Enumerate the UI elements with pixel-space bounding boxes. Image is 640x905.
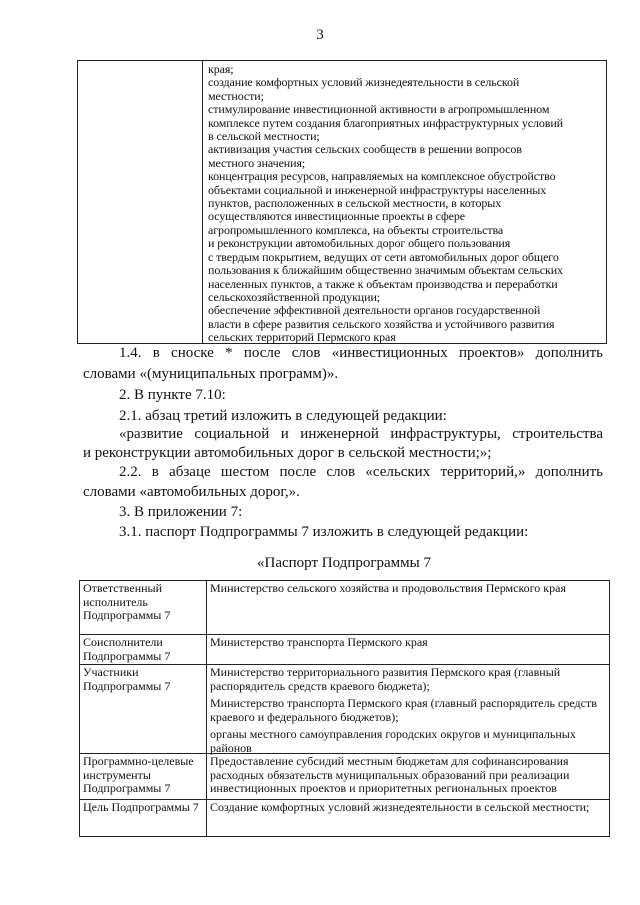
text-line: объектами социальной и инженерной инфраструктуры населенных — [208, 182, 547, 197]
text-line: с твердым покрытием, ведущих от сети автомобильных дорог общего — [208, 249, 559, 264]
paragraph-3-1: 3.1. паспорт Подпрограммы 7 изложить в следующей редакции: — [119, 524, 529, 540]
quote-line-1: «развитие социальной и инженерной инфраструктуры, строительства — [119, 426, 603, 442]
paragraph-2: 2. В пункте 7.10: — [119, 387, 226, 403]
text-line: пользования к ближайшим общественно значимым объектам сельских — [208, 263, 563, 278]
paragraph-1-4: 1.4. в сноске * после слов «инвестиционных проектов» дополнить — [119, 345, 603, 361]
table-cell-left — [78, 61, 203, 343]
passport-table — [79, 580, 610, 837]
paragraph-2-2: 2.2. в абзаце шестом после слов «сельских территорий,» дополнить — [119, 464, 603, 480]
text-line: агропромышленного комплекса, на объекты строительства — [208, 222, 504, 237]
table-row — [80, 753, 609, 799]
row-value — [207, 665, 609, 753]
value-item: Министерство территориального развития Пермского края (главный распорядитель средств краевого бюджета); — [210, 665, 561, 693]
continuation-table — [77, 60, 607, 344]
text-line: создание комфортных условий жизнедеятельности в сельской — [208, 75, 520, 90]
table-row — [78, 61, 606, 343]
row-label: Цель Подпрограммы 7 — [80, 800, 207, 836]
text-line: и реконструкции автомобильных дорог общего пользования — [208, 236, 511, 251]
text-line: населенных пунктов, а также к объектам производства и переработки — [208, 276, 558, 291]
paragraph-1-4-cont: словами «(муниципальных программ)». — [83, 366, 339, 382]
text-line: власти в сфере развития сельского хозяйства и устойчивого развития — [208, 316, 555, 331]
table-row — [80, 664, 609, 753]
text-line: местности; — [208, 88, 264, 103]
text-line: пунктов, расположенных в сельской местности, в которых — [208, 196, 502, 211]
value-item: Министерство транспорта Пермского края (главный распорядитель средств краевого и федерального бюджетов); — [210, 696, 597, 724]
row-value: Министерство сельского хозяйства и продовольствия Пермского края — [210, 581, 566, 595]
paragraph-3: 3. В приложении 7: — [119, 504, 243, 520]
value-item: органы местного самоуправления городских округов и муниципальных районов — [210, 727, 576, 755]
text-line: сельскохозяйственной продукции; — [208, 289, 381, 304]
row-value: Создание комфортных условий жизнедеятельности в сельской местности; — [210, 800, 590, 814]
row-label: Соисполнители Подпрограммы 7 — [80, 635, 207, 664]
row-label: Ответственный исполнитель Подпрограммы 7 — [80, 581, 207, 634]
page-number: 3 — [316, 27, 324, 43]
text-line: местного значения; — [208, 155, 306, 170]
row-value: Предоставление субсидий местным бюджетам для софинансирования расходных обязательств муниципальных образований при реализации инвестиционных проектов и приоритетных региональных проектов — [210, 754, 570, 795]
quote-line-2: и реконструкции автомобильных дорог в сельской местности;»; — [83, 445, 492, 461]
passport-title: «Паспорт Подпрограммы 7 — [257, 555, 431, 571]
text-line: концентрация ресурсов, направляемых на комплексное обустройство — [208, 169, 556, 184]
text-line: обеспечение эффективной деятельности органов государственной — [208, 303, 541, 318]
table-row — [80, 799, 609, 836]
table-cell-right — [203, 61, 606, 343]
text-line: стимулирование инвестиционной активности в агропромышленном — [208, 102, 550, 117]
text-line: комплексе путем создания благоприятных инфраструктурных условий — [208, 115, 563, 130]
row-value: Министерство транспорта Пермского края — [210, 635, 428, 649]
paragraph-2-1: 2.1. абзац третий изложить в следующей редакции: — [119, 408, 447, 424]
text-line: сельских территорий Пермского края — [208, 330, 396, 345]
text-line: активизация участия сельских сообществ в решении вопросов — [208, 142, 522, 157]
table-row — [80, 634, 609, 664]
text-line: края; — [208, 62, 234, 76]
row-label: Программно-целевые инструменты Подпрограммы 7 — [80, 754, 207, 799]
text-line: в сельской местности; — [208, 129, 320, 144]
paragraph-2-2-cont: словами «автомобильных дорог,». — [83, 484, 300, 500]
text-line: осуществляются инвестиционные проекты в сфере — [208, 209, 466, 224]
row-label: Участники Подпрограммы 7 — [80, 665, 207, 753]
table-row — [80, 581, 609, 634]
